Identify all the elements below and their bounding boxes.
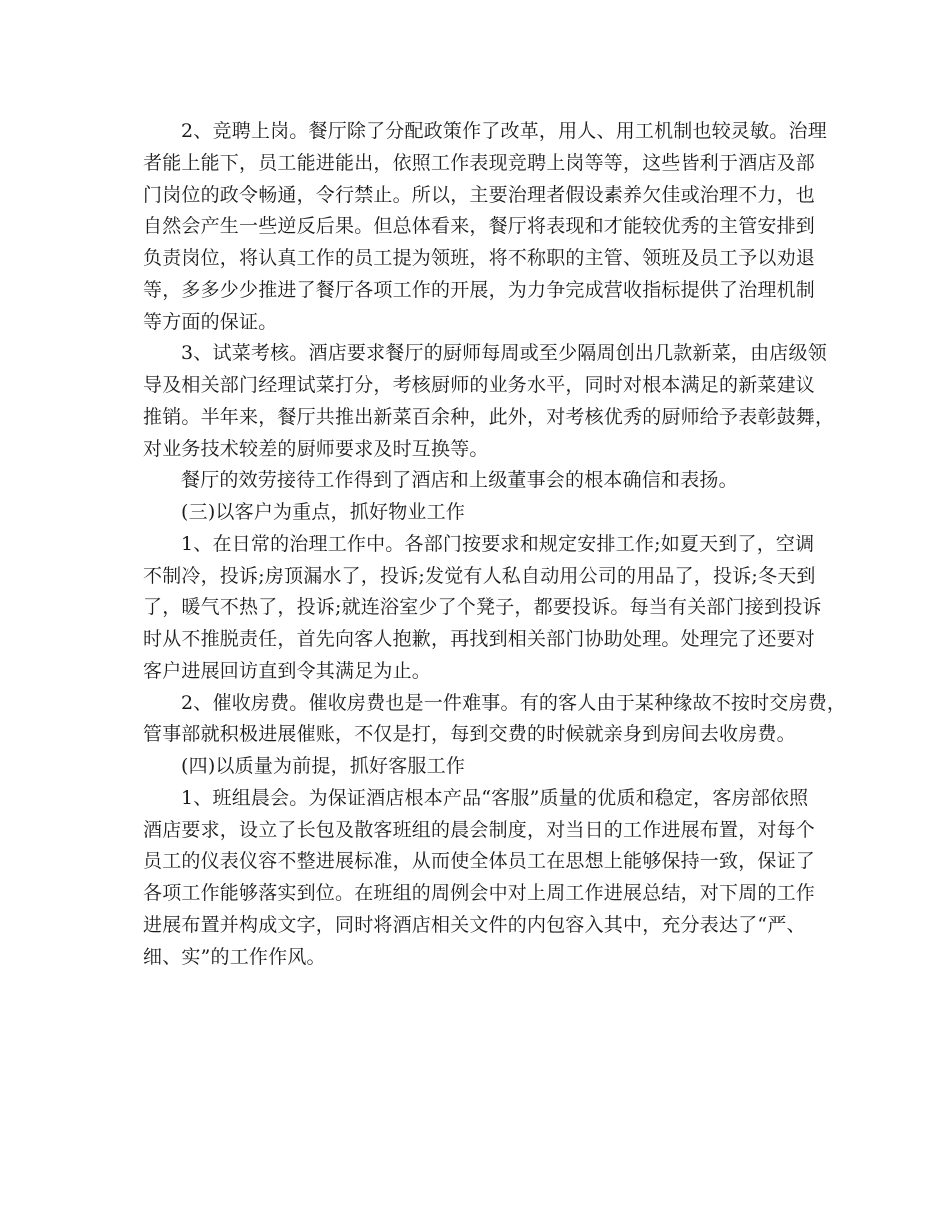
text-line: 门岗位的政令畅通，令行禁止。所以，主要治理者假设素养欠佳或治理不力，也	[143, 183, 816, 206]
text-line: 等，多多少少推进了餐厅各项工作的开展，为力争完成营收指标提供了治理机制	[143, 278, 816, 301]
text-line: 了，暖气不热了，投诉;就连浴室少了个凳子，都要投诉。每当有关部门接到投诉	[143, 596, 822, 619]
document-body	[143, 116, 847, 973]
text-line: 管事部就积极进展催账，不仅是打，每到交费的时候就亲身到房间去收房费。	[143, 723, 796, 746]
text-line: 餐厅的效劳接待工作得到了酒店和上级董事会的根本确信和表扬。	[181, 469, 738, 492]
text-line: 者能上能下，员工能进能出，依照工作表现竞聘上岗等等，这些皆利于酒店及部	[143, 151, 816, 174]
section-heading: (三)以客户为重点，抓好物业工作	[181, 501, 466, 523]
section-heading: (四)以质量为前提，抓好客服工作	[181, 755, 466, 777]
text-line: 自然会产生一些逆反后果。但总体看来，餐厅将表现和才能较优秀的主管安排到	[143, 215, 816, 238]
text-line: 进展布置并构成文字，同时将酒店相关文件的内包容入其中，充分表达了“严、	[143, 913, 806, 936]
text-line: 1、班组晨会。为保证酒店根本产品“客服”质量的优质和稳定，客房部依照	[181, 786, 809, 809]
text-line: 2、竞聘上岗。餐厅除了分配政策作了改革，用人、用工机制也较灵敏。治理	[181, 120, 827, 142]
text-line: 酒店要求，设立了长包及散客班组的晨会制度，对当日的工作进展布置，对每个	[143, 818, 816, 841]
text-line: 各项工作能够落实到位。在班组的周例会中对上周工作进展总结，对下周的工作	[143, 882, 816, 904]
text-line: 1、在日常的治理工作中。各部门按要求和规定安排工作;如夏天到了，空调	[181, 532, 815, 555]
text-line: 不制冷，投诉;房顶漏水了，投诉;发觉有人私自动用公司的用品了，投诉;冬天到	[143, 564, 816, 587]
text-line: 细、实”的工作作风。	[143, 945, 326, 968]
text-line: 员工的仪表仪容不整进展标准，从而使全体员工在思想上能够保持一致，保证了	[143, 850, 816, 873]
text-line: 时从不推脱责任，首先向客人抱歉，再找到相关部门协助处理。处理完了还要对	[143, 628, 816, 650]
text-line: 负责岗位，将认真工作的员工提为领班，将不称职的主管、领班及员工予以劝退	[143, 247, 816, 269]
text-line: 导及相关部门经理试菜打分，考核厨师的业务水平，同时对根本满足的新菜建议	[143, 374, 816, 396]
text-line: 客户进展回访直到令其满足为止。	[143, 659, 432, 682]
text-line: 推销。半年来，餐厅共推出新菜百余种，此外，对考核优秀的厨师给予表彰鼓舞，	[143, 405, 835, 428]
text-line: 2、催收房费。催收房费也是一件难事。有的客人由于某种缘故不按时交房费，	[181, 691, 847, 714]
text-line: 3、试菜考核。酒店要求餐厅的厨师每周或至少隔周创出几款新菜，由店级领	[181, 342, 827, 365]
text-line: 对业务技术较差的厨师要求及时互换等。	[143, 437, 489, 460]
text-line: 等方面的保证。	[143, 310, 278, 333]
